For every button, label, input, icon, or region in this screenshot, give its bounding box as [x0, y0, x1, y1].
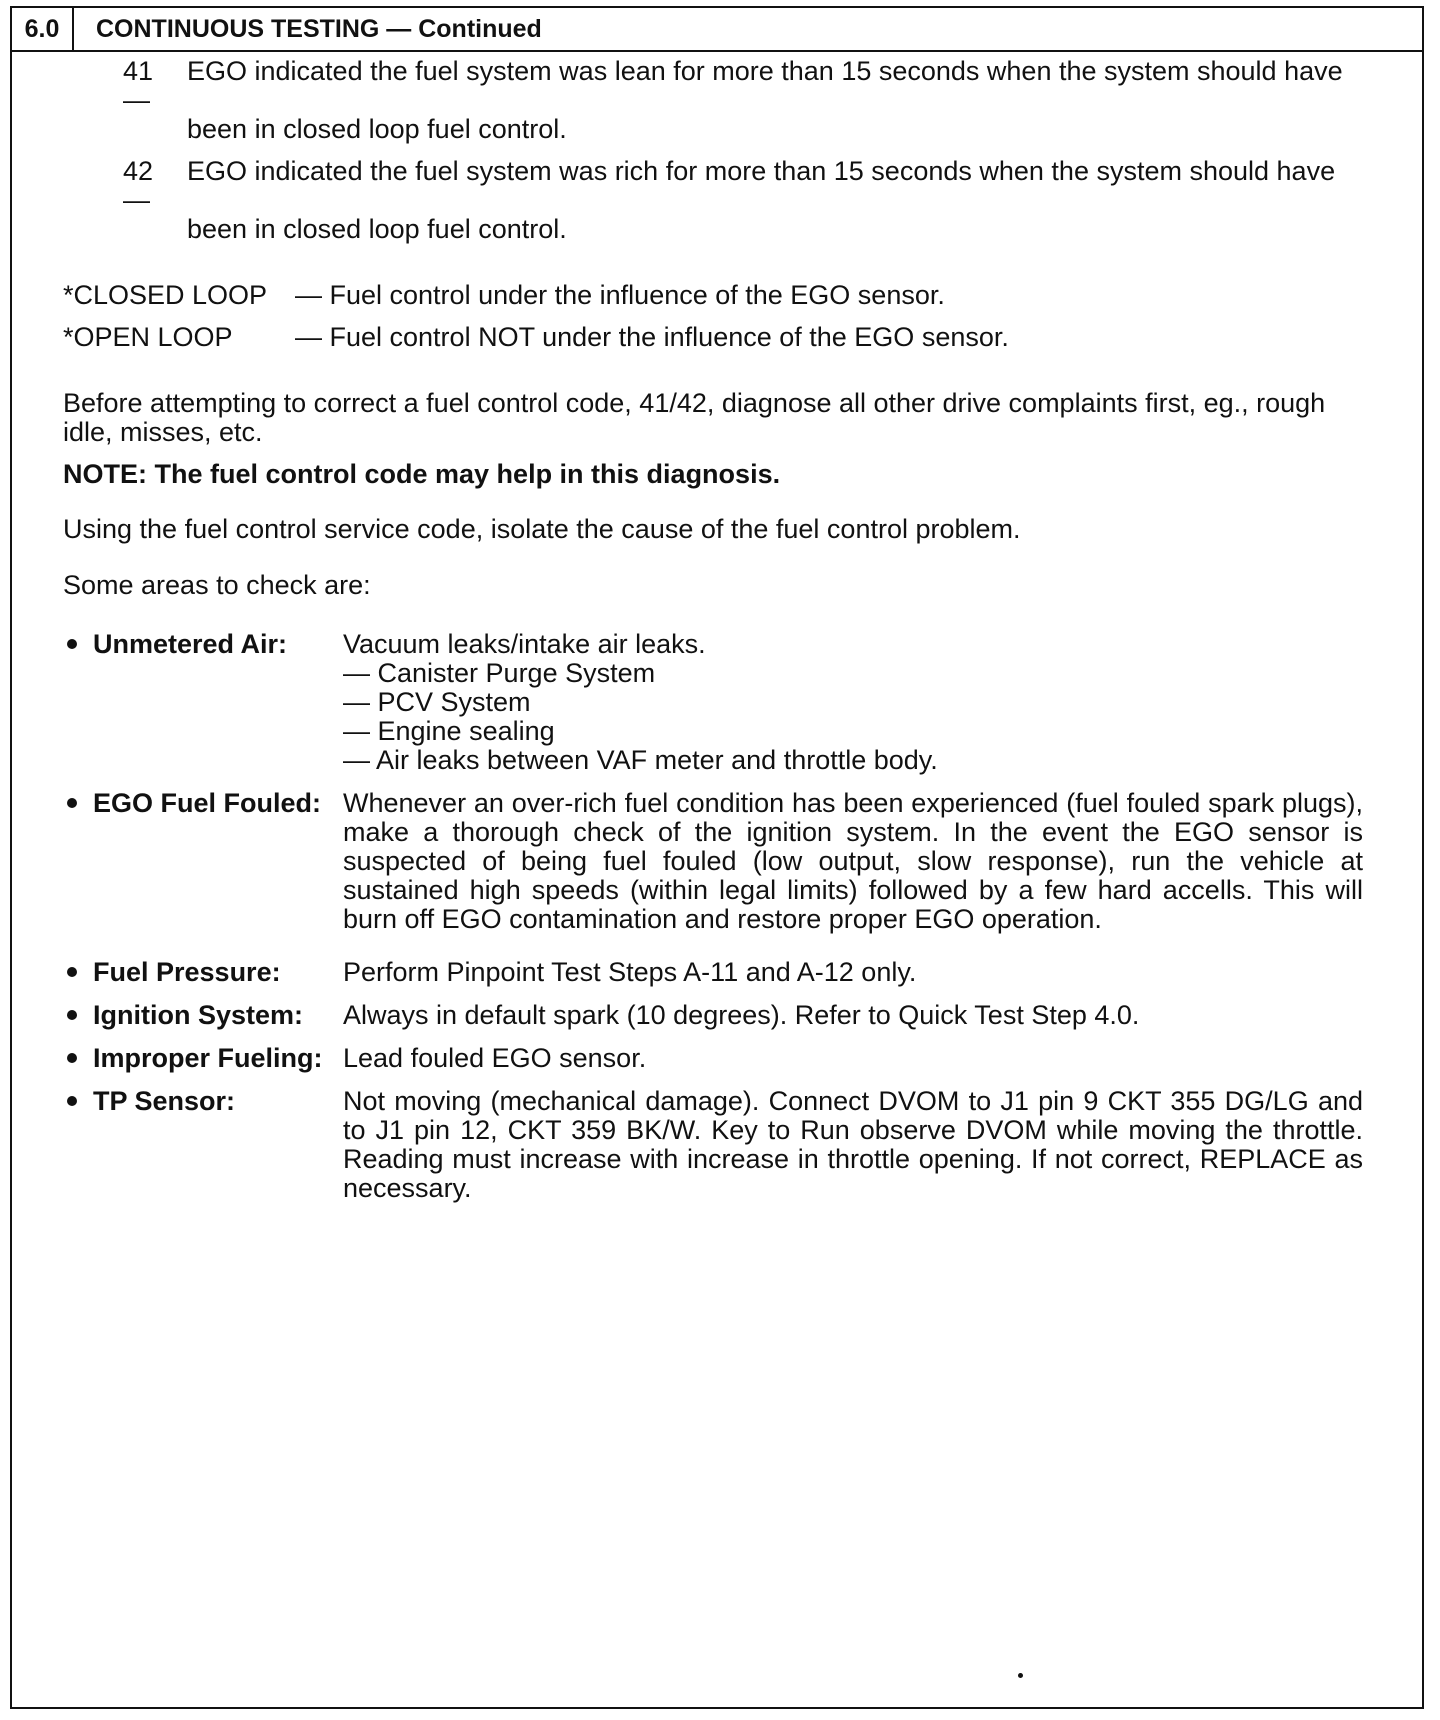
code-number: 41 — [123, 56, 154, 115]
check-item-fuel-pressure [63, 958, 1363, 987]
code-item [123, 57, 1363, 144]
loop-description: — Fuel control under the influence of the EGO sensor. [295, 280, 945, 310]
loop-definition [63, 323, 1363, 352]
check-line: — Air leaks between VAF meter and throttle body. [343, 745, 938, 775]
bullet-icon [67, 1010, 77, 1020]
loop-description: — Fuel control NOT under the influence of the EGO sensor. [295, 322, 1009, 352]
loop-term: *OPEN LOOP [63, 322, 233, 352]
check-line: — PCV System [343, 687, 531, 717]
note-text: NOTE: The fuel control code may help in this diagnosis. [63, 459, 781, 489]
check-item-improper-fueling [63, 1044, 1363, 1073]
check-label: Improper Fueling: [93, 1043, 323, 1073]
loop-definition [63, 281, 1363, 310]
page-content [63, 44, 1363, 1217]
bullet-icon [67, 639, 77, 649]
intro-paragraph: Before attempting to correct a fuel control code, 41/42, diagnose all other drive complaints first, eg., rough idle, misses, etc. [63, 388, 1326, 447]
bullet-icon [67, 1096, 77, 1106]
code-text-continued: been in closed loop fuel control. [187, 214, 567, 244]
code-text: EGO indicated the fuel system was rich for more than 15 seconds when the system should have [187, 156, 1336, 186]
check-item-ignition-system [63, 1001, 1363, 1030]
check-label: Fuel Pressure: [93, 957, 281, 987]
code-number: 42 — [123, 156, 154, 215]
check-intro: Some areas to check are: [63, 570, 371, 600]
bullet-icon [67, 1053, 77, 1063]
check-line: Vacuum leaks/intake air leaks. [343, 629, 706, 659]
check-item-tp-sensor [63, 1087, 1363, 1203]
code-text: EGO indicated the fuel system was lean for more than 15 seconds when the system should have [187, 56, 1343, 86]
check-description: Always in default spark (10 degrees). Refer to Quick Test Step 4.0. [343, 1000, 1140, 1030]
check-description: Whenever an over-rich fuel condition has been experienced (fuel fouled spark plugs), make a thorough check of the ignition system. In the event the EGO sensor is suspected of being fuel fouled (low output, slow response), run the vehicle at sustained high speeds (within legal limits) followed by a few hard accells. This will burn off EGO contamination and restore proper EGO operation. [343, 788, 1363, 934]
check-item-ego-fuel-fouled [63, 789, 1363, 934]
check-item-unmetered-air [63, 630, 1363, 775]
check-label: TP Sensor: [93, 1086, 236, 1116]
code-text-continued: been in closed loop fuel control. [187, 114, 567, 144]
bullet-icon [67, 967, 77, 977]
check-list [63, 630, 1363, 1203]
scan-speck [1018, 1673, 1023, 1678]
check-label: Unmetered Air: [93, 629, 288, 659]
check-line: — Engine sealing [343, 716, 555, 746]
section-title: CONTINUOUS TESTING — Continued [96, 14, 542, 43]
check-description: Lead fouled EGO sensor. [343, 1043, 647, 1073]
instruction-paragraph: Using the fuel control service code, isolate the cause of the fuel control problem. [63, 514, 1021, 544]
loop-definitions [63, 281, 1363, 352]
check-description: Perform Pinpoint Test Steps A-11 and A-12 only. [343, 957, 917, 987]
check-description: Not moving (mechanical damage). Connect DVOM to J1 pin 9 CKT 355 DG/LG and to J1 pin 12, CKT 359 BK/W. Key to Run observe DVOM while moving the throttle. Reading must increase with increase in throttle opening. If not correct, REPLACE as necessary. [343, 1086, 1363, 1203]
section-number: 6.0 [12, 8, 74, 50]
check-label: Ignition System: [93, 1000, 304, 1030]
loop-term: *CLOSED LOOP [63, 280, 268, 310]
code-list [123, 57, 1363, 244]
code-item [123, 157, 1363, 244]
bullet-icon [67, 798, 77, 808]
check-line: — Canister Purge System [343, 658, 656, 688]
check-label: EGO Fuel Fouled: [93, 788, 321, 818]
